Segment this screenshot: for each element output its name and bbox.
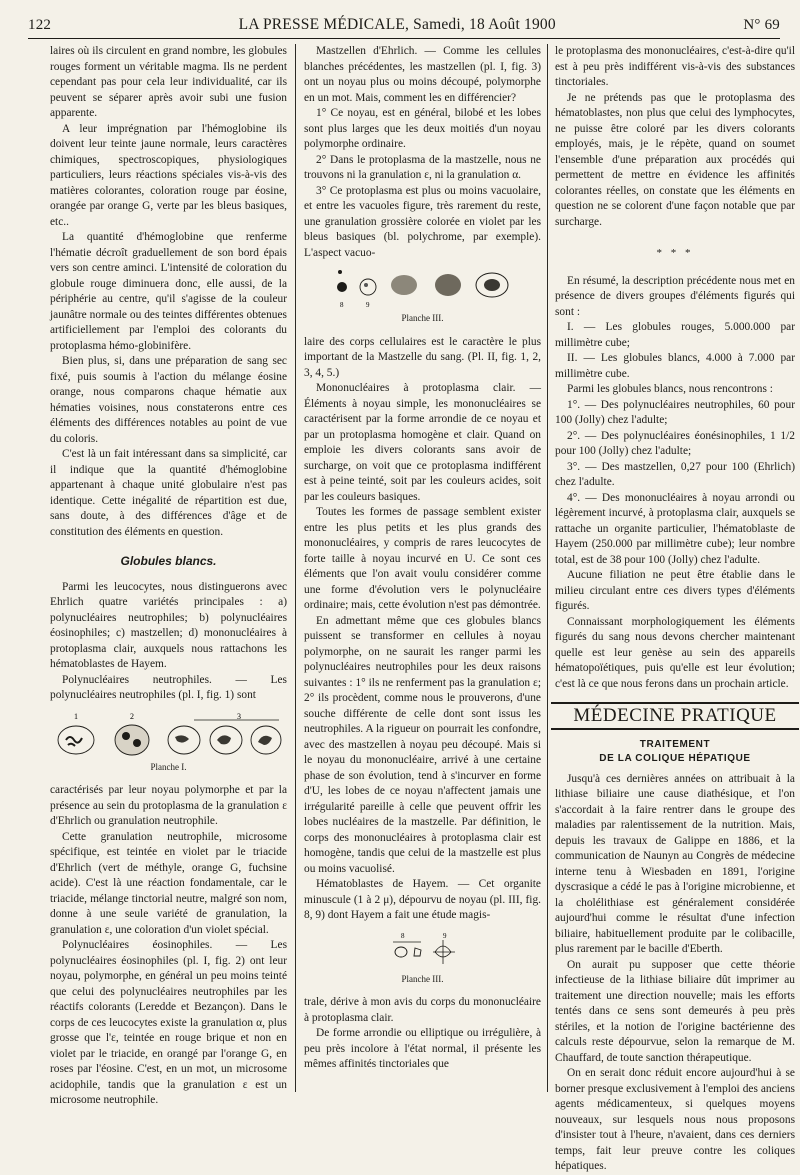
paragraph: C'est là un fait intéressant dans sa simplicité, car il indique que la quantité d'hémoglobine appartenant à chaque unité globulaire n'est pas identique. Cette inégalité de répartition est due, sans doute, à des différences d'âge et de constitution des éléments en question. [50, 448, 287, 538]
paragraph: Parmi les leucocytes, nous distinguerons avec Ehrlich quatre variétés principales : a) polynucléaires neutrophiles; b) polynucléaires éosinophiles; c) mastzellen; d) mononucléaires à protoplasma clair, auxquels nous rattachons les hématoblastes de Hayem. [50, 580, 287, 670]
journal-title: LA PRESSE MÉDICALE, Samedi, 18 Août 1900 [238, 16, 556, 33]
figure-label: 8 [400, 931, 404, 940]
list-item: 3°. — Des mastzellen, 0,27 pour 100 (Ehrlich) chez l'adulte. [555, 460, 795, 488]
paragraph: I. — Les globules rouges, 5.000.000 par millimètre cube; [555, 321, 795, 349]
paragraph: le protoplasma des mononucléaires, c'est-à-dire qu'il est à peu près indifférent vis-à-vis des substances tinctoriales. [555, 45, 795, 88]
paragraph: On aurait pu supposer que cette théorie infectieuse de la lithiase biliaire dût imprimer au traitement une direction nouvelle; mais les efforts tentés dans ce sens sont demeurés à peu près stériles, et la notion de l'origine bactérienne des calculs reste dépourvue, selon la remarque de M. Chauffard, de toute sanction thérapeutique. [555, 958, 795, 1064]
list-item: 4°. — Des mononucléaires à noyau arrondi ou légèrement incurvé, à protoplasma clair, auxquels se rattache un organite particulier, l'hématoblaste de Hayem (250.000 par millimètre cube); leur nombre total, est de 38 pour 100 (Jolly) chez l'adulte. [555, 491, 795, 566]
column-2 [304, 44, 541, 1073]
figure-planche-3 [304, 930, 541, 988]
paragraph: Mononucléaires à protoplasma clair. — Éléments à noyau simple, les mononucléaires se caractérisent par la forme arrondie de ce noyau et par un protoplasma homogène et clair. Quand on emploie les divers colorants sans avoir de surcharge, on voit que ce protoplasma indifférent est à peine teinté, soit par les couleurs acides, soit par les couleurs basiques. [304, 382, 541, 503]
section-separator: * * * [656, 247, 694, 259]
paragraph: Jusqu'à ces dernières années on attribuait à la lithiase biliaire une cause diathésique, et l'on s'accordait à la faire rentrer dans le groupe des maladies par ralentissement de la nutrition. Mais, depuis les travaux de Galippe en 1886, et la communication de Naunyn au Congrès de médecine interne tenu à Wiesbaden en 1891, l'origine dyscrasique a cédé le pas à l'origine microbienne, et la cholélithiase est généralement considérée aujourd'hui comme le résultat d'une infection biliaire, habituellement produite par le colibacille, plus rarement par le bacille d'Eberth. [555, 772, 795, 955]
header-rule [28, 38, 780, 39]
article-title-line: DE LA COLIQUE HÉPATIQUE [599, 752, 751, 764]
figure-caption: Planche III. [401, 973, 444, 984]
paragraph: Toutes les formes de passage semblent exister entre les plus petits et les plus grands des mononucléaires, y compris de rares leucocytes de forte taille à noyau incurvé en U. Ce sont ces éléments que l'on avait voulu considérer comme une forme d'évolution vers le polynucléaire ordinaire; mais, cette évolution n'est pas démontrée. [304, 506, 541, 611]
paragraph: En admettant même que ces globules blancs puissent se transformer en cellules à noyau polymorphe, on ne saurait les ranger parmi les polynucléaires neutrophiles pour les deux raisons suivantes : 1° ils ne renferment pas la granulation ε; 2° ils procèdent, comme nous le prouverons, d'une souche différente de celle dont sont issus les neutrophiles. A la rigueur on pourrait les confondre, avec des mastzellen à noyau peu découpé. Mais si le noyau du mononucléaire, arrivé à une certaine phase de son évolution, tend à s'incurver en forme d'U, les lobes de ce noyau n'affectent jamais une irrégularité pareille à celle que peuvent offrir les lobes nucléaires de la mastzelle. Par définition, le corps des mononucléaires à protoplasma clair est homogène, tandis que celui de la mastzelle est plus ou moins vacuolisé. [304, 614, 541, 875]
paragraph: Parmi les globules blancs, nous rencontrons : [567, 383, 773, 395]
section-title: Globules blancs. [120, 554, 217, 568]
paragraph: Polynucléaires éosinophiles. — Les polynucléaires éosinophiles (pl. I, fig. 2) ont leur noyau, polymorphe, en général un peu moins teinté que celui des polynucléaires neutrophiles par les réactifs colorants (Leredde et Bezançon). Dans le corps de ces leucocytes existe la granulation α, plus grosse que l'ε, teintée en rouge brique et non en violet par le triacide, en orangé par l'orange G, en roses par l'éosine. C'est, en un mot, un microsome acidophile, tandis que la granulation ε est un microsome neutrophile. [50, 939, 287, 1106]
paragraph: 1° Ce noyau, est en général, bilobé et les lobes sont plus larges que les deux moitiés d'un noyau polymorphe ordinaire. [304, 107, 541, 150]
figure-label: 3 [236, 711, 241, 721]
column-1 [50, 44, 287, 1109]
figure-label: 8 [339, 301, 343, 309]
page-header [28, 12, 780, 38]
figure-label: 9 [442, 931, 446, 940]
figure-caption: Planche I. [150, 761, 187, 772]
paragraph: II. — Les globules blancs, 4.000 à 7.000 par millimètre cube. [555, 352, 795, 380]
paragraph: De forme arrondie ou elliptique ou irrégulière, à peu près incolore à l'état normal, il présente les mêmes affinités tinctoriales que [304, 1027, 541, 1070]
figure-label: 1 [73, 711, 78, 721]
list-item: 1°. — Des polynucléaires neutrophiles, 60 pour 100 (Jolly) chez l'adulte; [555, 398, 795, 426]
issue-number: N° 69 [743, 16, 780, 33]
paragraph: On en serait donc réduit encore aujourd'hui à se borner presque exclusivement à l'emploi des anciens agents médicamenteux, si quelques moyens nouveaux, sur lesquels nous nous proposons d'insister tout à l'heure, n'avaient, dans ces derniers temps, fait leur preuve contre les coliques hépatiques. [555, 1067, 795, 1172]
paragraph: Hématoblastes de Hayem. — Cet organite minuscule (1 à 2 μ), dépourvu de noyau (pl. III, fig. 8, 9) dont Hayem a fait une étude magis- [304, 878, 541, 921]
column-divider [547, 44, 548, 1092]
paragraph: Mastzellen d'Ehrlich. — Comme les cellules blanches précédentes, les mastzellen (pl. I, fig. 3) ont un noyau plus ou moins découpé, polymorphe en un mot. Mais, comment les en différencier? [304, 45, 541, 104]
column-3 [555, 44, 795, 1175]
figure-planche-2 [304, 267, 541, 327]
column-divider [295, 44, 296, 1092]
list-item: 2°. — Des polynucléaires éonésinophiles, 1 1/2 pour 100 (Jolly) chez l'adulte; [555, 429, 795, 457]
paragraph: 2° Dans le protoplasma de la mastzelle, nous ne trouvons ni la granulation ε, ni la granulation α. [304, 153, 541, 181]
figure-label: 9 [365, 301, 369, 309]
article-title-line: TRAITEMENT [639, 738, 711, 750]
figure-label: 2 [129, 711, 134, 721]
paragraph: En résumé, la description précédente nous met en présence de divers groupes d'éléments figurés qui sont : [555, 274, 795, 318]
page-number: 122 [28, 16, 52, 33]
article-title [555, 738, 795, 766]
figure-planche-1 [50, 710, 287, 776]
paragraph: laires où ils circulent en grand nombre, les globules rouges forment un véritable magma. Ils ne perdent cependant pas pour cela leur individualité, car ils peuvent se séparer après avoir subi une fusion apparente. [50, 45, 287, 119]
paragraph: 3° Ce protoplasma est plus ou moins vacuolaire, et entre les vacuoles figure, très rarement du reste, une granulation grossière colorée en violet par les bleus basiques (bl. polychrome, par exemple). L'aspect vacuo- [304, 184, 541, 259]
paragraph: La quantité d'hémoglobine que renferme l'hématie décroît graduellement de son bord épais vers son centre aminci. L'intensité de coloration du globule rouge diminuera donc, elle aussi, de la périphérie au centre, qu'il s'agisse de la couleur jaunâtre normale ou des teintes différentes obtenues artificiellement par l'emploi des colorants du protoplasma hémo-globinifère. [50, 231, 287, 352]
paragraph: trale, dérive à mon avis du corps du mononucléaire à protoplasma clair. [304, 996, 541, 1024]
planche-1-illustration [54, 710, 284, 758]
paragraph: Bien plus, si, dans une préparation de sang sec fixé, puis soumis à l'action du mélange éosine orange, nous comparons chaque hématie aux hématies voisines, nous constaterons entre ces éléments des différences notables au point de vue du coloris. [50, 355, 287, 445]
paragraph: Connaissant morphologiquement les éléments figurés du sang nous devons chercher maintenant quelle est leur genèse au sein des appareils hématopoïétiques, puis qu'elle est leur évolution; c'est là ce que nous ferons dans un prochain article. [555, 615, 795, 690]
paragraph: A leur imprégnation par l'hémoglobine ils doivent leur teinte jaune normale, leurs caractères chimiques, spectroscopiques, physiologiques particuliers, leurs réactions spéciales vis-à-vis des matières colorantes, coloration rouge par éosine, orangée par orange G, verte par les bleus basiques, etc.. [50, 122, 287, 228]
planche-3-illustration [363, 930, 483, 970]
rubric-title: MÉDECINE PRATIQUE [551, 702, 799, 730]
paragraph: caractérisés par leur noyau polymorphe et par la présence au sein du protoplasma de la granulation ε d'Ehrlich ou granulation neutrophile. [50, 784, 287, 827]
paragraph: Aucune filiation ne peut être établie dans le milieu circulant entre ces divers types d'éléments figurés. [555, 569, 795, 612]
planche-2-illustration [328, 267, 518, 309]
figure-caption: Planche III. [401, 313, 444, 323]
paragraph: Polynucléaires neutrophiles. — Les polynucléaires neutrophiles (pl. I, fig. 1) sont [50, 673, 287, 701]
paragraph: Je ne prétends pas que le protoplasma des hématoblastes, non plus que celui des lymphocytes, ne puisse être coloré par les divers colorants employés, mais, je le répète, quand on soumet l'ensemble d'une préparation aux procédés qui permettent de mettre en évidence les affinités colorantes réelles, on constate que les éléments en question ne se colorent d'une façon notable que par surcharge. [555, 91, 795, 228]
paragraph: laire des corps cellulaires est le caractère le plus important de la Mastzelle du sang. (Pl. II, fig. 1, 2, 3, 4, 5.) [304, 335, 541, 379]
paragraph: Cette granulation neutrophile, microsome spécifique, est teintée en violet par le triacide d'Ehrlich (vert de méthyle, orange G, fuchsine acide). C'est là une réaction fondamentale, car le triacide, mélange tinctorial neutre, malgré son nom, donne à une seule variété de granulation, la granulation ε, une coloration d'un violet spécial. [50, 830, 287, 936]
